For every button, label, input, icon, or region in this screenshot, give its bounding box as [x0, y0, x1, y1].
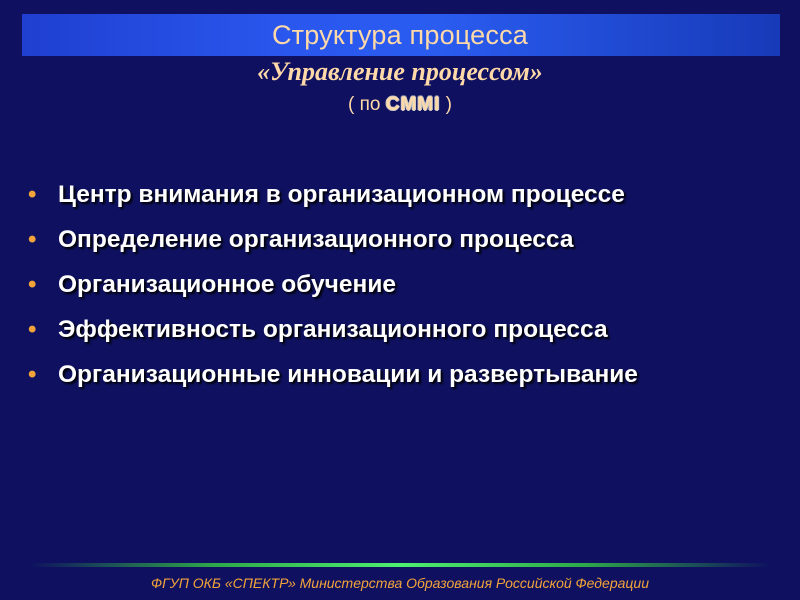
slide-subtitle: «Управление процессом»: [257, 57, 543, 86]
bullet-icon: •: [28, 181, 37, 208]
bullet-icon: •: [28, 226, 37, 253]
slide-title: Структура процесса: [271, 20, 529, 50]
footer-text: ФГУП ОКБ «СПЕКТР» Министерства Образования Российской Федерации: [151, 575, 649, 591]
list-item-text: Организационное обучение: [58, 271, 397, 298]
cmmi-prefix: ( по: [347, 94, 386, 115]
cmmi-label: CMMI: [385, 94, 441, 115]
list-item: [28, 268, 788, 301]
list-item-text: Организационные инновации и развертывание: [58, 361, 638, 388]
bullet-icon: •: [28, 316, 37, 343]
bullet-icon: •: [28, 361, 37, 388]
cmmi-suffix: ): [440, 94, 452, 115]
bullet-icon: •: [28, 271, 37, 298]
footer-divider: [30, 563, 770, 567]
list-item: [28, 223, 788, 256]
list-item: [28, 313, 788, 346]
bullet-list: [28, 178, 788, 403]
slide-subtitle-cmmi: [0, 94, 800, 116]
list-item-text: Эффективность организационного процесса: [58, 316, 608, 343]
list-item: [28, 178, 788, 211]
list-item: [28, 358, 788, 391]
list-item-text: Центр внимания в организационном процессе: [58, 181, 625, 208]
list-item-text: Определение организационного процесса: [58, 226, 574, 253]
